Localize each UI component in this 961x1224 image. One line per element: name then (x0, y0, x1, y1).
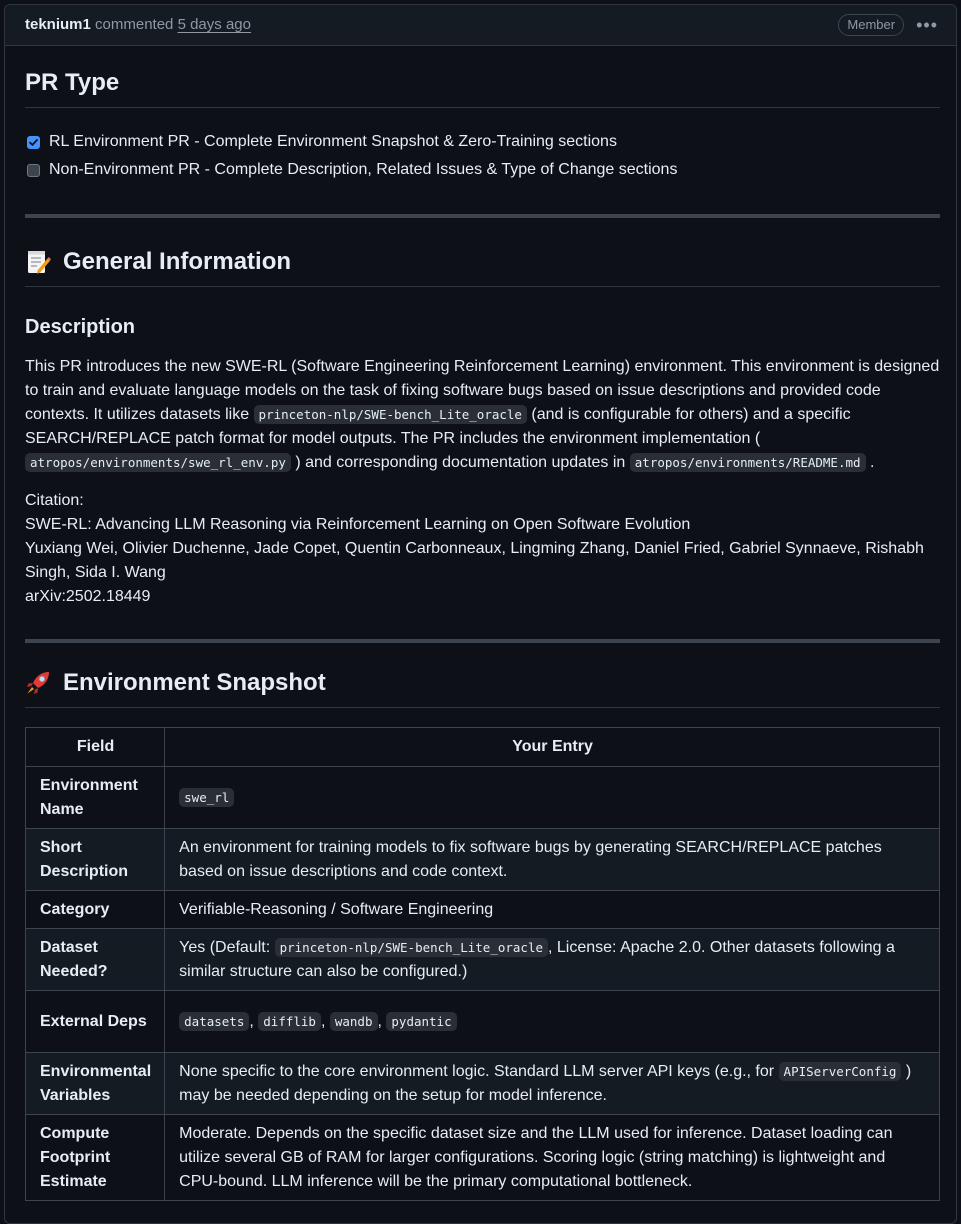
general-info-title: General Information (63, 248, 292, 275)
entry-cell (165, 767, 940, 829)
inline-code: princeton-nlp/SWE-bench_Lite_oracle (275, 938, 548, 957)
field-cell: External Deps (26, 991, 165, 1053)
field-cell: Compute Footprint Estimate (26, 1115, 165, 1201)
section-divider (25, 214, 940, 218)
table-row (26, 1115, 940, 1201)
author-link[interactable]: teknium1 (25, 16, 91, 33)
table-row (26, 1053, 940, 1115)
inline-code: atropos/environments/swe_rl_env.py (25, 453, 291, 472)
timestamp-link[interactable]: 5 days ago (177, 16, 251, 33)
field-cell: Short Description (26, 829, 165, 891)
checkbox-unchecked-icon[interactable] (27, 164, 40, 177)
inline-code: pydantic (386, 1012, 456, 1031)
env-snapshot-title: Environment Snapshot (63, 669, 326, 696)
env-snapshot-table (25, 727, 940, 1201)
table-row (26, 929, 940, 991)
inline-code: wandb (330, 1012, 378, 1031)
checklist-label: Non-Environment PR - Complete Description, Related Issues & Type of Change sections (49, 161, 678, 178)
citation-block (25, 489, 940, 609)
inline-code: atropos/environments/README.md (630, 453, 866, 472)
checkbox-checked-icon[interactable] (27, 136, 40, 149)
field-cell: Dataset Needed? (26, 929, 165, 991)
comment-body (5, 67, 956, 1201)
field-cell: Category (26, 891, 165, 929)
env-snapshot-heading (25, 667, 940, 708)
inline-code: datasets (179, 1012, 249, 1031)
general-info-heading (25, 246, 940, 287)
description-paragraph: This PR introduces the new SWE-RL (Software Engineering Reinforcement Learning) environment. This environment is designed to train and evaluate language models on the task of fixing software bugs based on issue descriptions and provided code contexts. It utilizes datasets like princeton-nlp/SWE-bench_Lite_oracle (and is configurable for others) and a specific SEARCH/REPLACE patch format for model outputs. The PR includes the environment implementation ( atropos/environments/swe_rl_env.py ) and corresponding documentation updates in atropos/environments/README.md . (25, 358, 940, 471)
comment-card (4, 4, 957, 1224)
field-cell: Environmental Variables (26, 1053, 165, 1115)
table-row (26, 767, 940, 829)
entry-cell: Verifiable-Reasoning / Software Engineering (165, 891, 940, 929)
table-header-row (26, 728, 940, 767)
inline-code: princeton-nlp/SWE-bench_Lite_oracle (254, 405, 527, 424)
description-heading: Description (25, 316, 136, 338)
checklist-item-rl-env (25, 128, 940, 156)
citation-authors: Yuxiang Wei, Olivier Duchenne, Jade Copet, Quentin Carbonneaux, Lingming Zhang, Daniel Fried, Gabriel Synnaeve, Rishabh Singh, Sida I. Wang (25, 540, 924, 581)
member-badge: Member (838, 14, 904, 36)
rocket-icon (25, 670, 51, 696)
checklist-label: RL Environment PR - Complete Environment Snapshot & Zero-Training sections (49, 133, 617, 150)
table-row (26, 829, 940, 891)
field-cell: Environment Name (26, 767, 165, 829)
citation-label: Citation: (25, 492, 84, 509)
entry-cell: None specific to the core environment logic. Standard LLM server API keys (e.g., for APIServerConfig ) may be needed depending on the setup for model inference. (165, 1053, 940, 1115)
checklist-item-non-env (25, 156, 940, 184)
entry-cell: datasets , difflib , wandb , pydantic (165, 991, 940, 1053)
comment-header (5, 5, 956, 46)
citation-arxiv: arXiv:2502.18449 (25, 588, 151, 605)
column-header-entry: Your Entry (165, 728, 940, 767)
table-row (26, 991, 940, 1053)
pr-type-checklist (25, 128, 940, 184)
column-header-field: Field (26, 728, 165, 767)
pr-type-heading: PR Type (25, 67, 940, 108)
inline-code: swe_rl (179, 788, 234, 807)
entry-cell: Yes (Default: princeton-nlp/SWE-bench_Lite_oracle , License: Apache 2.0. Other datasets following a similar structure can also be configured.) (165, 929, 940, 991)
memo-icon (25, 249, 51, 275)
entry-cell: An environment for training models to fix software bugs by generating SEARCH/REPLACE patches based on issue descriptions and code context. (165, 829, 940, 891)
inline-code: APIServerConfig (779, 1062, 902, 1081)
table-row (26, 891, 940, 929)
comment-action: commented (95, 16, 174, 33)
entry-cell: Moderate. Depends on the specific dataset size and the LLM used for inference. Dataset loading can utilize several GB of RAM for larger configurations. Scoring logic (string matching) is lightweight and CPU-bound. LLM inference will be the primary computational bottleneck. (165, 1115, 940, 1201)
more-options-icon[interactable]: ••• (916, 15, 938, 35)
citation-title: SWE-RL: Advancing LLM Reasoning via Reinforcement Learning on Open Software Evolution (25, 516, 691, 533)
inline-code: difflib (258, 1012, 321, 1031)
section-divider (25, 639, 940, 643)
